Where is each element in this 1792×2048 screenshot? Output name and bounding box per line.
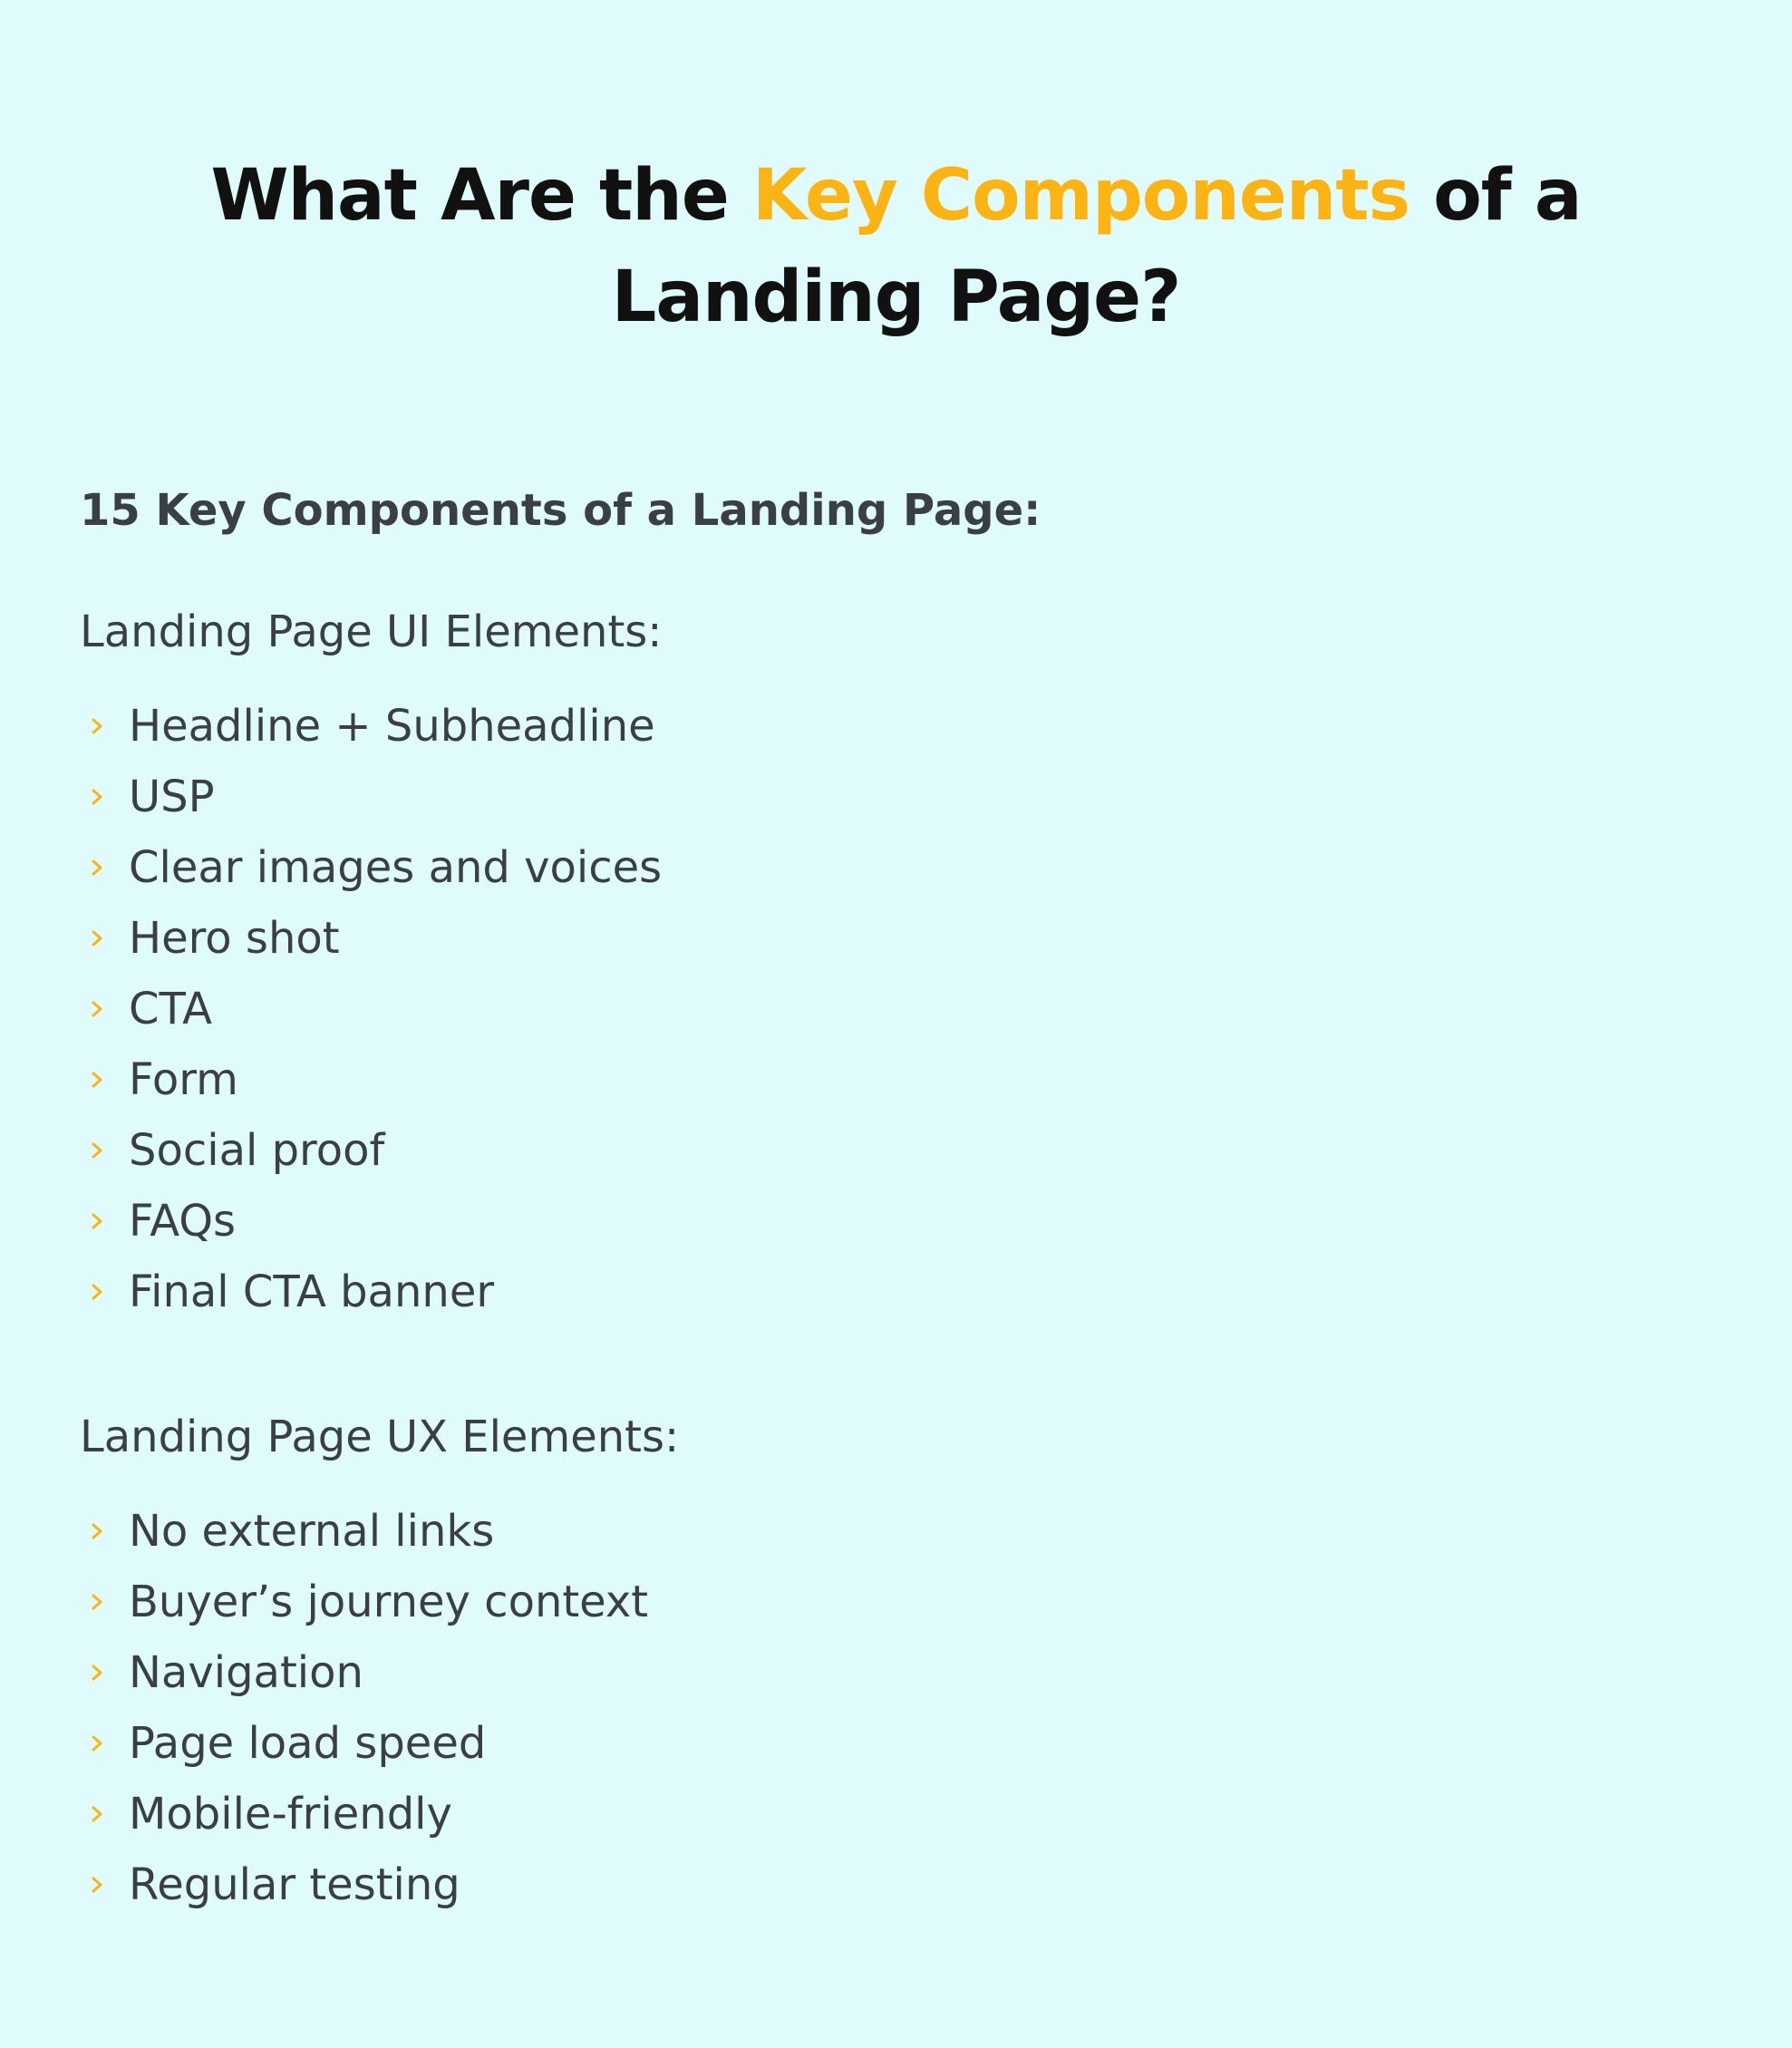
- page-title-highlight: Key Components: [751, 155, 1410, 237]
- list-item: [80, 1849, 1711, 1920]
- ux-section-heading: Landing Page UX Elements:: [80, 1412, 680, 1462]
- list-item-label: USP: [129, 772, 215, 822]
- list-item: [80, 1496, 1711, 1567]
- chevron-right-icon: [87, 1070, 107, 1090]
- list-item: [80, 832, 1711, 903]
- list-item-label: Form: [129, 1054, 238, 1105]
- ui-section-heading: Landing Page UI Elements:: [80, 607, 663, 657]
- list-item-label: Clear images and voices: [129, 842, 663, 893]
- list-item: [80, 903, 1711, 974]
- list-item: [80, 1186, 1711, 1257]
- chevron-right-icon: [87, 1804, 107, 1824]
- chevron-right-icon: [87, 928, 107, 948]
- list-item-label: Regular testing: [129, 1859, 460, 1910]
- list-item-label: No external links: [129, 1506, 495, 1557]
- chevron-right-icon: [87, 999, 107, 1019]
- list-item: [80, 1044, 1711, 1115]
- chevron-right-icon: [87, 1140, 107, 1160]
- page-title-part1: What Are the: [210, 155, 752, 237]
- intro-heading: 15 Key Components of a Landing Page:: [80, 485, 1041, 536]
- list-item-label: Social proof: [129, 1125, 385, 1176]
- list-item-label: Hero shot: [129, 913, 340, 964]
- list-item: [80, 1779, 1711, 1849]
- list-item: [80, 691, 1711, 762]
- chevron-right-icon: [87, 1211, 107, 1231]
- chevron-right-icon: [87, 1592, 107, 1612]
- page-title-line2: Landing Page?: [611, 257, 1181, 338]
- chevron-right-icon: [87, 1521, 107, 1541]
- chevron-right-icon: [87, 1733, 107, 1753]
- chevron-right-icon: [87, 787, 107, 807]
- chevron-right-icon: [87, 1875, 107, 1895]
- chevron-right-icon: [87, 858, 107, 878]
- ui-elements-list: [80, 691, 1711, 1327]
- list-item: [80, 1567, 1711, 1637]
- page-title-part2: of a: [1409, 155, 1582, 237]
- chevron-right-icon: [87, 1282, 107, 1302]
- list-item: [80, 1637, 1711, 1708]
- list-item: [80, 974, 1711, 1044]
- list-item-label: FAQs: [129, 1196, 236, 1247]
- list-item: [80, 762, 1711, 832]
- list-item-label: Buyer’s journey context: [129, 1577, 649, 1627]
- list-item-label: CTA: [129, 984, 212, 1034]
- chevron-right-icon: [87, 716, 107, 736]
- list-item: [80, 1115, 1711, 1186]
- list-item-label: Final CTA banner: [129, 1267, 495, 1317]
- list-item: [80, 1257, 1711, 1327]
- list-item-label: Headline + Subheadline: [129, 701, 655, 752]
- list-item-label: Navigation: [129, 1647, 363, 1698]
- list-item-label: Mobile-friendly: [129, 1789, 452, 1839]
- ux-elements-list: [80, 1496, 1711, 1920]
- list-item: [80, 1708, 1711, 1779]
- chevron-right-icon: [87, 1663, 107, 1683]
- page-title: [0, 145, 1792, 348]
- list-item-label: Page load speed: [129, 1718, 487, 1769]
- main-content: [80, 479, 1711, 1920]
